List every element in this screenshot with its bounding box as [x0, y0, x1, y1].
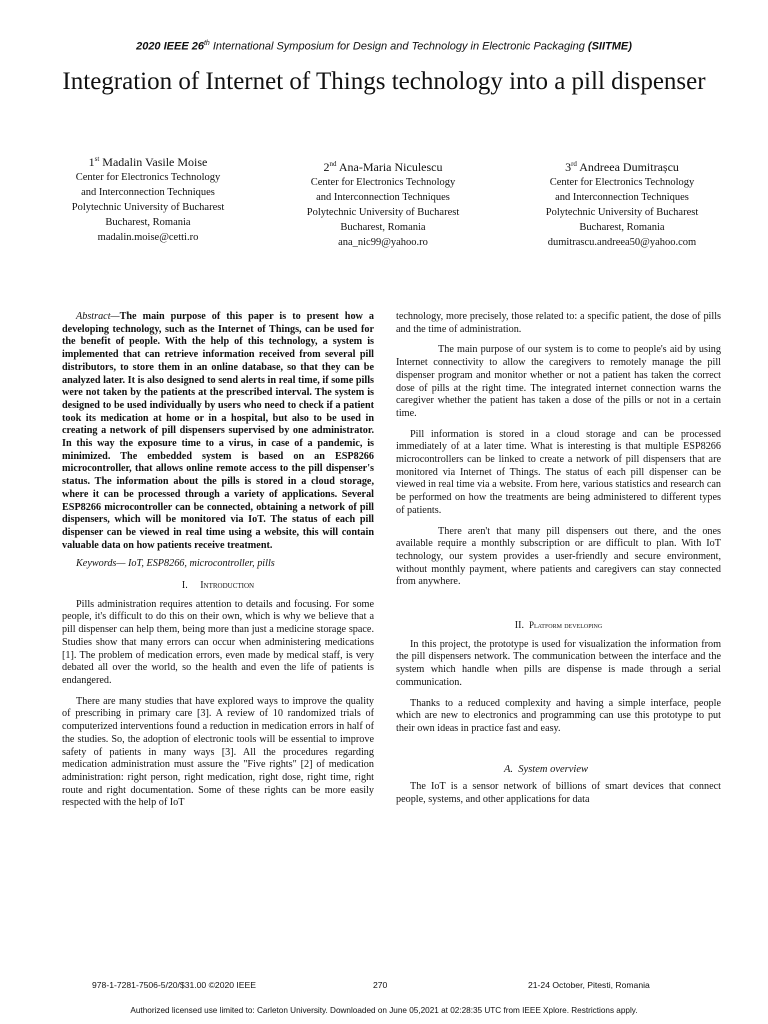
paragraph: The main purpose of our system is to come to people's aid by using Internet connectivity to allow the caregivers to remotely manage the pill dispenser program and monitor whether or not a patient has taken the correct dose of pills at the right time. The integrated internet connection warns the caregiver whether the patient has taken a dose of the pills or not in a certain time. — [396, 344, 721, 419]
paragraph: The IoT is a sensor network of billions of smart devices that connect people, systems, and other applications for data — [396, 781, 721, 806]
subsection-title: System overview — [518, 763, 588, 775]
paragraph: In this project, the prototype is used for visualization the information from the pill dispensers network. The communication between the interface and the system which handle when pills are dispense is made through a serial communication. — [396, 638, 721, 688]
paragraph: technology, more precisely, those related to: a specific patient, the dose of pills and the time of administration. — [396, 311, 721, 335]
conference-header — [0, 40, 768, 53]
author-affiliation-line: Center for Electronics Technology — [310, 177, 456, 188]
footer-page-number: 270 — [373, 980, 388, 990]
author-affiliation-line: Bucharest, Romania — [579, 222, 665, 233]
license-notice: Authorized licensed use limited to: Carleton University. Downloaded on June 05,2021 at 02:28:35 UTC from IEEE Xplore. Restrictions apply. — [130, 1006, 638, 1015]
author-email: madalin.moise@cetti.ro — [97, 232, 199, 243]
author-name: 3rd Andreea Dumitrașcu — [565, 160, 679, 174]
author-block-1 — [33, 152, 263, 245]
abstract-label: Abstract— — [76, 311, 120, 322]
conference-ordinal: th — [203, 40, 210, 47]
section-title: Introduction — [200, 580, 255, 592]
author-affiliation-line: Center for Electronics Technology — [75, 172, 221, 183]
left-column — [62, 311, 374, 810]
author-block-2 — [268, 157, 498, 250]
author-email: dumitrascu.andreea50@yahoo.com — [547, 237, 697, 248]
paragraph: Thanks to a reduced complexity and having a simple interface, people which are new to electronics and programming can use this prototype to put their own ideas in practice fast and easy. — [396, 697, 721, 734]
footer-dates: 21-24 October, Pitesti, Romania — [528, 980, 650, 990]
subsection-heading-system-overview — [396, 764, 721, 777]
author-name: 2nd Ana-Maria Niculescu — [323, 160, 443, 174]
paper-title: Integration of Internet of Things technology into a pill dispenser — [62, 68, 706, 95]
section-heading-introduction — [62, 580, 374, 593]
paragraph: Pill information is stored in a cloud storage and can be processed immediately of at a later time. What is interesting is that multiple ESP8266 microcontrollers can be linked to create a network of pill dispensers that are monitored via Internet of Things. The status of each pill dispenser can be viewed in real time via a website. From here, various statistics and research can be performed on how the treatments are being administered to different types of patients. — [396, 428, 721, 516]
section-number: I. — [181, 580, 188, 592]
abstract-text: The main purpose of this paper is to present how a developing technology, such as the Internet of Things, can be used for the benefit of people. With the help of this technology, a system is implemented that can retrieve information received from several pill distributors, to store them in an online database, so that they can be analyzed later. It is also designed to send alerts in real time, if some pills were not taken by the patients at the prescribed interval. The system is designed to be used individually by users who need to check if a patient took its medication at home or in a hospital, but also to be used in creating a network of pill dispensers supervised by one administrator. In this way the exposure time to a virus, in case of a pandemic, is minimized. The embedded system is based on an ESP8266 microcontroller, that allows online remote access to the pill dispenser's status. The information about the pills is stored in a cloud storage, where it can be processed through a variety of applications. Several ESP8266 microcontroller can be connected, obtaining a network of pill dispensers, which will be monitored via IoT. The status of each pill dispenser can be viewed in real time using a website, this will contain valuable data on how patients receive treatment. — [62, 311, 374, 551]
abstract — [62, 311, 374, 552]
author-affiliation-line: and Interconnection Techniques — [555, 192, 689, 203]
author-email: ana_nic99@yahoo.ro — [338, 237, 428, 248]
conference-year: 2020 IEEE 26 — [136, 40, 204, 53]
keywords — [62, 558, 374, 571]
author-affiliation-line: and Interconnection Techniques — [316, 192, 450, 203]
author-affiliation-line: Polytechnic University of Bucharest — [71, 202, 225, 213]
section-heading-platform — [396, 619, 721, 633]
author-affiliation-line: Polytechnic University of Bucharest — [306, 207, 460, 218]
keywords-text: IoT, ESP8266, microcontroller, pills — [125, 558, 275, 570]
author-block-3 — [507, 157, 737, 250]
paragraph: Pills administration requires attention to details and focusing. For some people, it's difficult to do this on their own, which is why we believe that a pill dispenser can help them, being more than just a medicine storage space. Studies show that many errors can occur when administering medications [1]. The problem of medication errors, even made by medical staff, is very debated all over the world, so the health and even the life of patients is endangered. — [62, 598, 374, 686]
paragraph: There aren't that many pill dispensers out there, and the ones available require a monthly subscription or are difficult to plan. With IoT technology, our system provides a user-friendly and secure environment, without monthly payment, where patients and caregivers can stay connected from anywhere. — [396, 525, 721, 588]
right-column — [396, 311, 721, 807]
conference-acronym: (SIITME) — [587, 40, 632, 53]
author-affiliation-line: Bucharest, Romania — [340, 222, 426, 233]
section-title: Platform developing — [528, 620, 603, 631]
section-number: II. — [514, 620, 524, 632]
conference-name: International Symposium for Design and Technology in Electronic Packaging — [209, 40, 588, 53]
paragraph: There are many studies that have explored ways to improve the quality of prescribing in primary care [3]. A review of 10 randomized trials of computerized interventions found a reduction in medication errors in half of the studies. So, the adoption of electronic tools will be essential to improve safety of patients in many ways [3]. All the procedures regarding medication administration must assure the "Five rights" [2] of medication administration: right person, right medication, right dose, right time, right route and right documentation. Some of these rights can be more easily respected with the help of IoT — [62, 695, 374, 809]
subsection-label: A. — [504, 763, 514, 775]
author-name: 1st Madalin Vasile Moise — [88, 155, 208, 169]
footer-isbn: 978-1-7281-7506-5/20/$31.00 ©2020 IEEE — [92, 980, 257, 990]
keywords-label: Keywords— — [76, 558, 126, 570]
author-affiliation-line: Polytechnic University of Bucharest — [545, 207, 699, 218]
author-affiliation-line: and Interconnection Techniques — [81, 187, 215, 198]
author-affiliation-line: Bucharest, Romania — [105, 217, 191, 228]
author-affiliation-line: Center for Electronics Technology — [549, 177, 695, 188]
